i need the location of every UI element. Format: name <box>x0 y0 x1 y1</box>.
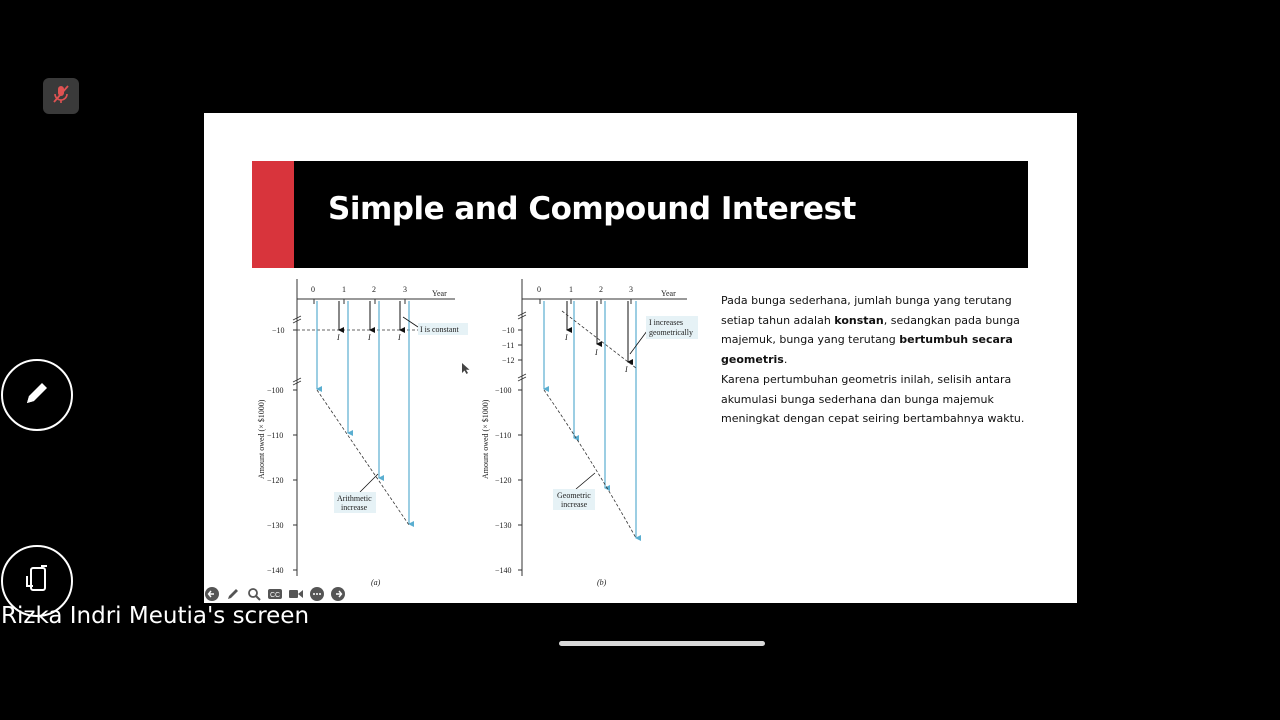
tick-a-100: −100 <box>267 386 284 395</box>
y-axis-label-b: Amount owed (× $1000) <box>481 399 490 479</box>
interest-label-a3: I <box>398 333 401 342</box>
paragraph-1-bold-b: bertumbuh secara geometris <box>721 333 1013 367</box>
annotate-button[interactable] <box>1 359 73 431</box>
interest-figure <box>250 276 720 596</box>
captions-icon[interactable] <box>267 586 283 602</box>
caption-b: (b) <box>597 578 607 587</box>
tick-b-130: −130 <box>495 521 512 530</box>
pencil-icon <box>20 376 54 415</box>
year-tick-b0: 0 <box>537 285 541 294</box>
interest-label-b3: I <box>625 365 628 374</box>
shared-slide <box>204 113 1077 603</box>
paragraph-1-text-c: . <box>783 353 788 367</box>
slide-title-bar <box>252 161 1028 268</box>
rotate-screen-icon <box>20 562 54 601</box>
tick-b-12: −12 <box>502 356 515 365</box>
tick-a-140: −140 <box>267 566 284 575</box>
video-icon[interactable] <box>288 586 304 602</box>
shared-screen-label: Rizka Indri Meutia's screen <box>1 603 310 629</box>
slide-title: Simple and Compound Interest <box>328 191 856 227</box>
zoom-icon[interactable] <box>246 586 262 602</box>
more-icon[interactable] <box>309 586 325 602</box>
tick-a-120: −120 <box>267 476 284 485</box>
paragraph-1-text-b: , sedangkan pada bunga majemuk, bunga yang terutang <box>721 313 1020 347</box>
slide-paragraph <box>721 291 1031 429</box>
panel-b <box>481 279 698 587</box>
annotation-a-1: Arithmetic <box>337 494 372 503</box>
home-indicator[interactable] <box>559 641 765 646</box>
note-a: I is constant <box>420 325 459 334</box>
mic-muted-icon <box>50 83 72 110</box>
annotation-b-2: increase <box>561 500 588 509</box>
tick-b-11: −11 <box>502 341 515 350</box>
title-accent <box>252 161 294 268</box>
caption-a: (a) <box>371 578 381 587</box>
paragraph-1 <box>721 291 1031 370</box>
pen-icon[interactable] <box>225 586 241 602</box>
note-b-2: geometrically <box>649 328 693 337</box>
year-tick-b3: 3 <box>629 285 633 294</box>
tick-a-110: −110 <box>267 431 284 440</box>
interest-label-b1: I <box>565 333 568 342</box>
note-b-1: I increases <box>649 318 683 327</box>
year-tick-3: 3 <box>403 285 407 294</box>
year-label-a: Year <box>432 289 447 298</box>
tick-b-10: −10 <box>502 326 515 335</box>
annotation-a-2: increase <box>341 503 368 512</box>
year-tick-1: 1 <box>342 285 346 294</box>
mouse-cursor-icon <box>462 362 470 380</box>
interest-label-a2: I <box>368 333 371 342</box>
interest-label-b2: I <box>595 348 598 357</box>
paragraph-1-bold-a: konstan <box>834 313 884 327</box>
y-axis-label-a: Amount owed (× $1000) <box>257 399 266 479</box>
presentation-toolbar <box>204 585 346 603</box>
year-tick-b2: 2 <box>599 285 603 294</box>
back-icon[interactable] <box>204 586 220 602</box>
tick-a-top: −10 <box>272 326 285 335</box>
tick-a-130: −130 <box>267 521 284 530</box>
annotation-b-1: Geometric <box>557 491 591 500</box>
svg-text:CC: CC <box>270 592 281 599</box>
panel-a <box>257 279 468 587</box>
tick-b-120: −120 <box>495 476 512 485</box>
tick-b-140: −140 <box>495 566 512 575</box>
mic-muted-button[interactable] <box>43 78 79 114</box>
year-tick-2: 2 <box>372 285 376 294</box>
tick-b-100: −100 <box>495 386 512 395</box>
tick-b-110: −110 <box>495 431 512 440</box>
paragraph-1-text-a: Pada bunga sederhana, jumlah bunga yang terutang setiap tahun adalah <box>721 294 1012 327</box>
year-label-b: Year <box>661 289 676 298</box>
interest-label-a1: I <box>337 333 340 342</box>
year-tick-b1: 1 <box>569 285 573 294</box>
year-tick-0: 0 <box>311 285 315 294</box>
paragraph-2: Karena pertumbuhan geometris inilah, selisih antara akumulasi bunga sederhana dan bunga majemuk meningkat dengan cepat seiring bertambahnya waktu. <box>721 372 1025 426</box>
forward-icon[interactable] <box>330 586 346 602</box>
